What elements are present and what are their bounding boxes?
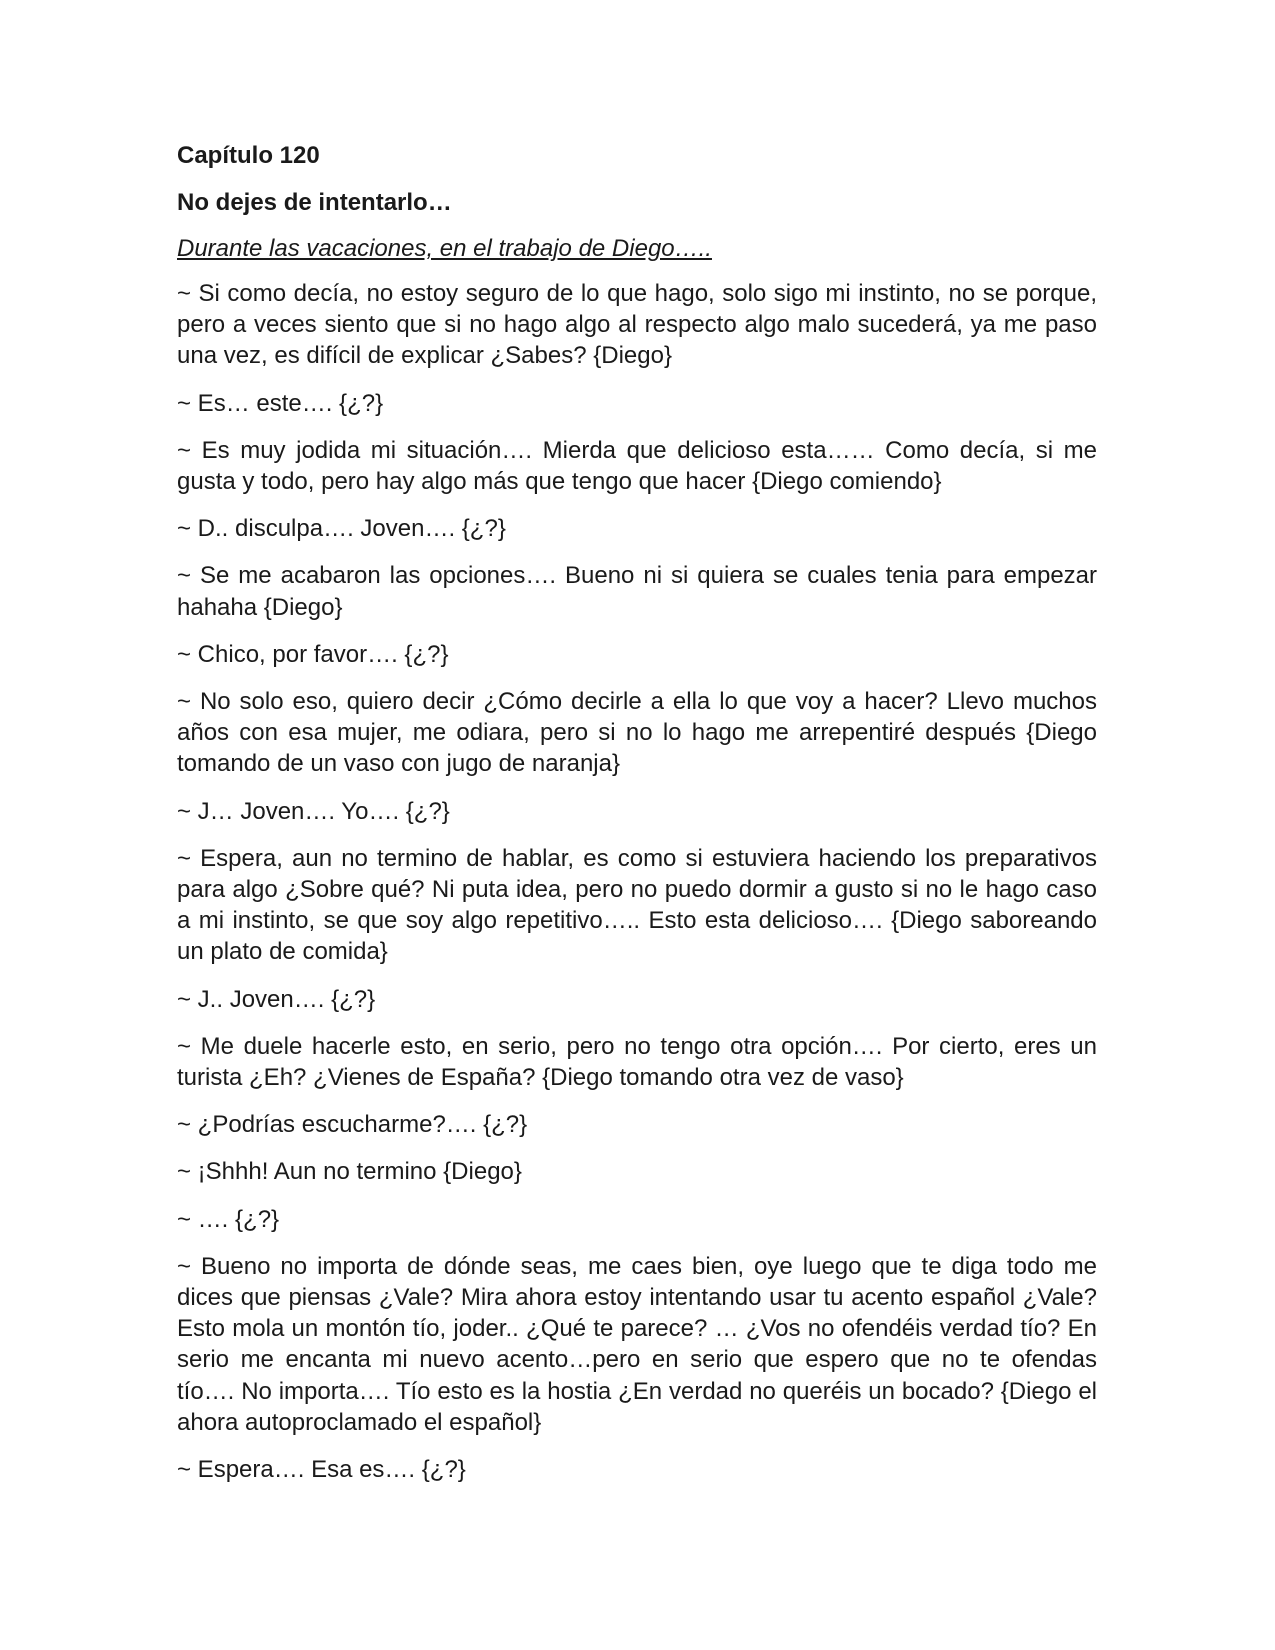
scene-heading: Durante las vacaciones, en el trabajo de Diego…..: [177, 235, 712, 262]
dialogue-line: ~ ¡Shhh! Aun no termino {Diego}: [177, 1158, 522, 1186]
dialogue-line: ~ Es muy jodida mi situación…. Mierda que delicioso esta…… Como decía, si me gusta y todo, pero hay algo más que tengo que hacer {Diego comiendo}: [177, 436, 1097, 496]
dialogue-line: ~ No solo eso, quiero decir ¿Cómo decirle a ella lo que voy a hacer? Llevo muchos años con esa mujer, me odiara, pero si no lo hago me arrepentiré después {Diego tomando de un vaso con jugo de naranja}: [177, 688, 1097, 778]
dialogue-line: ~ Se me acabaron las opciones…. Bueno ni si quiera se cuales tenia para empezar hahaha {Diego}: [177, 562, 1097, 621]
document-page: [177, 140, 1097, 1501]
dialogue-line: ~ Es… este…. {¿?}: [177, 389, 384, 417]
dialogue-line: ~ J… Joven…. Yo…. {¿?}: [177, 797, 450, 825]
dialogue-line: ~ Si como decía, no estoy seguro de lo que hago, solo sigo mi instinto, no se porque, pero a veces siento que si no hago algo al respecto algo malo sucederá, ya me paso una vez, es difícil de explicar ¿Sabes? {Diego}: [177, 280, 1097, 370]
dialogue-line: ~ …. {¿?}: [177, 1205, 280, 1233]
dialogue-line: ~ Me duele hacerle esto, en serio, pero no tengo otra opción…. Por cierto, eres un turista ¿Eh? ¿Vienes de España? {Diego tomando otra vez de vaso}: [177, 1032, 1097, 1092]
dialogue-line: ~ J.. Joven…. {¿?}: [177, 985, 376, 1013]
dialogue-line: ~ Chico, por favor…. {¿?}: [177, 640, 449, 668]
chapter-subtitle: No dejes de intentarlo…: [177, 189, 452, 216]
dialogue-line: ~ Espera…. Esa es…. {¿?}: [177, 1456, 466, 1484]
chapter-title: Capítulo 120: [177, 142, 320, 169]
dialogue-line: ~ D.. disculpa…. Joven…. {¿?}: [177, 515, 506, 543]
dialogue-line: ~ ¿Podrías escucharme?…. {¿?}: [177, 1111, 528, 1139]
dialogue-line: ~ Bueno no importa de dónde seas, me caes bien, oye luego que te diga todo me dices que piensas ¿Vale? Mira ahora estoy intentando usar tu acento español ¿Vale? Esto mola un montón tío, joder.. ¿Qué te parece? … ¿Vos no ofendéis verdad tío? En serio me encanta mi nuevo acento…pero en serio que espero que no te ofendas tío…. No importa…. Tío esto es la hostia ¿En verdad no queréis un bocado? {Diego el ahora autoproclamado el español}: [177, 1252, 1097, 1436]
dialogue-line: ~ Espera, aun no termino de hablar, es como si estuviera haciendo los preparativos para algo ¿Sobre qué? Ni puta idea, pero no puedo dormir a gusto si no le hago caso a mi instinto, se que soy algo repetitivo….. Esto esta delicioso…. {Diego saboreando un plato de comida}: [177, 844, 1097, 966]
